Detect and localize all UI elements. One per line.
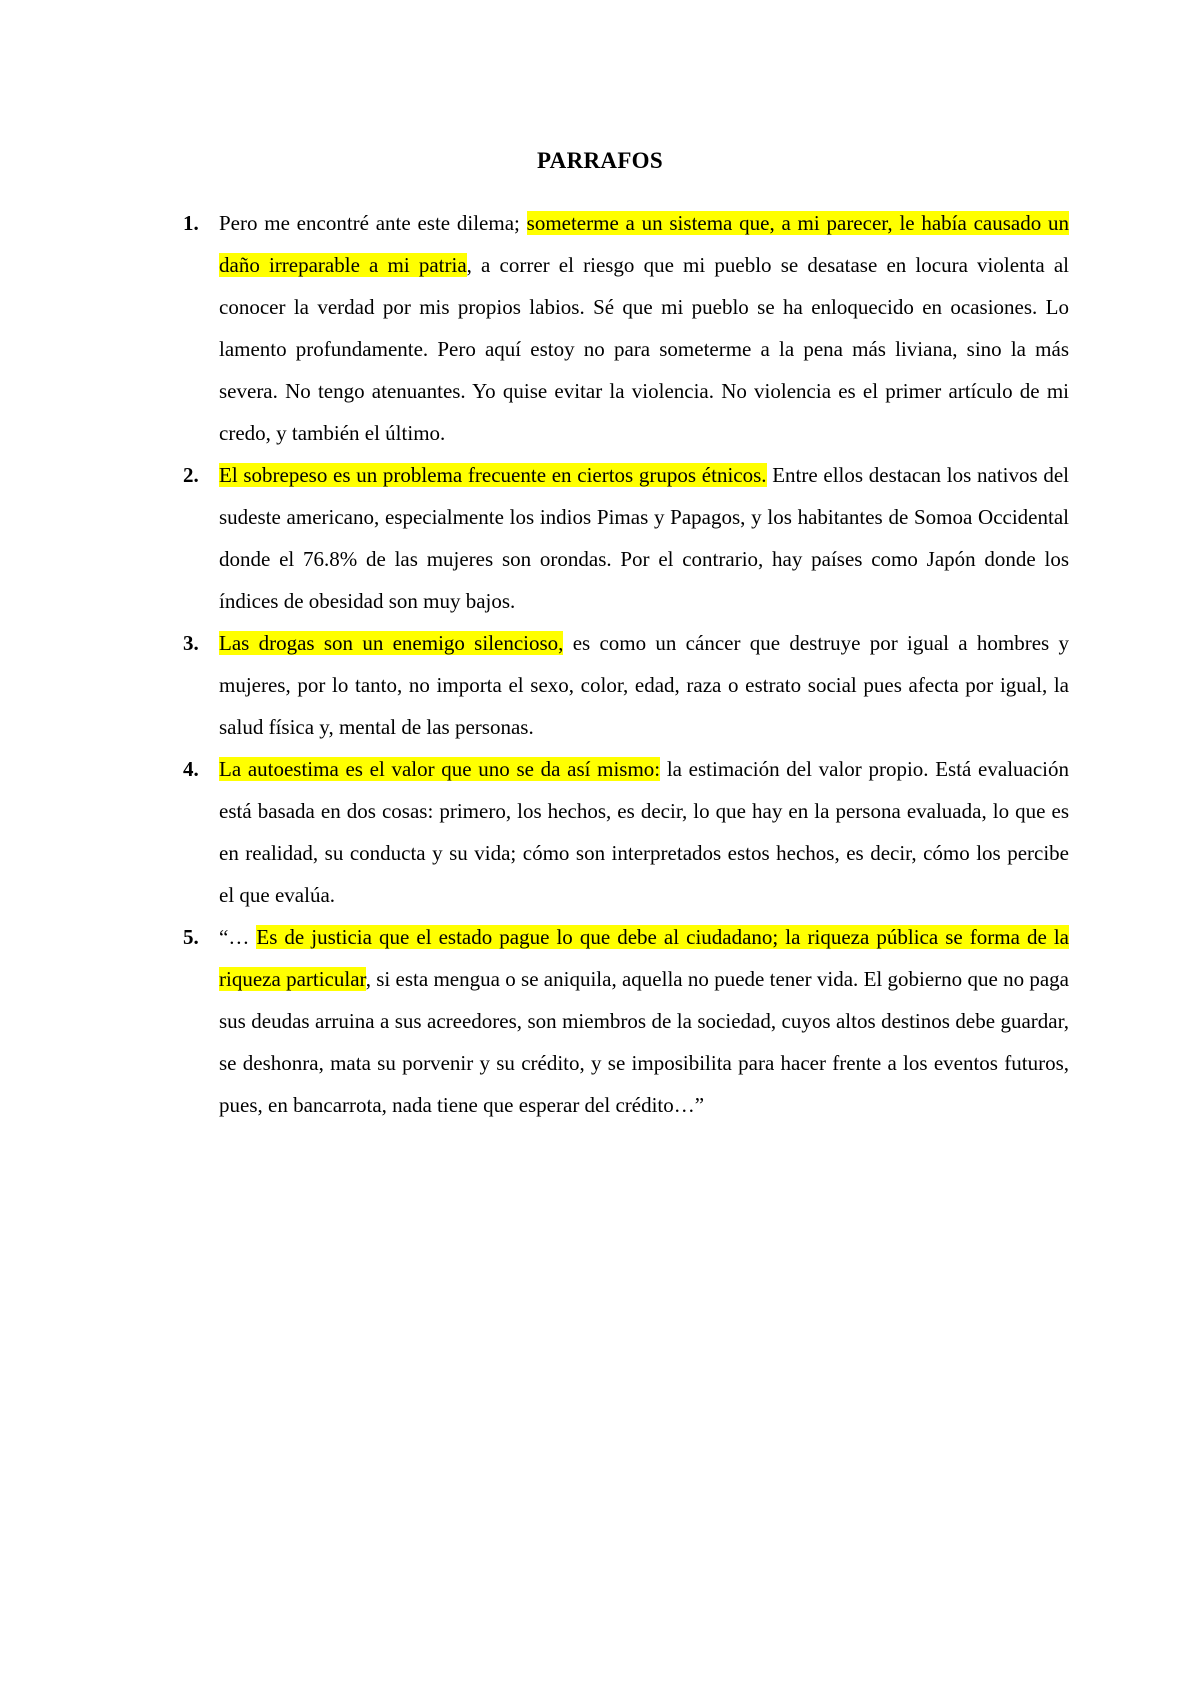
paragraph-number: 2. xyxy=(183,463,199,487)
paragraph-text-plain: Entre ellos destacan los nativos del sudeste americano, especialmente los indios Pimas y Papagos, y los habitantes de Somoa Occidental donde el 76.8% de las mujeres son orondas. Por el contrario, hay países como Japón donde los índices de obesidad son muy bajos. xyxy=(219,463,1069,613)
paragraph-number: 4. xyxy=(183,757,199,781)
paragraph-text-plain: , si esta mengua o se aniquila, aquella no puede tener vida. El gobierno que no paga sus deudas arruina a sus acreedores, son miembros de la sociedad, cuyos altos destinos debe guardar, se deshonra, mata su porvenir y su crédito, y se imposibilita para hacer frente a los eventos futuros, pues, en bancarrota, nada tiene que esperar del crédito…” xyxy=(219,967,1069,1117)
paragraph-text-plain: “… xyxy=(219,925,257,949)
paragraph-text-highlighted: Es de justicia que el estado pague lo que debe al ciudadano; la riqueza pública se forma de la riqueza particular xyxy=(219,925,1069,991)
paragraph-text-plain: , a correr el riesgo que mi pueblo se desatase en locura violenta al conocer la verdad por mis propios labios. Sé que mi pueblo se ha enloquecido en ocasiones. Lo lamento profundamente. Pero aquí estoy no para someterme a la pena más liviana, sino la más severa. No tengo atenuantes. Yo quise evitar la violencia. No violencia es el primer artículo de mi credo, y también el último. xyxy=(219,253,1069,445)
paragraph-text-highlighted: El sobrepeso es un problema frecuente en ciertos grupos étnicos. xyxy=(219,463,767,487)
paragraph-item xyxy=(183,202,1069,454)
paragraph-text-highlighted: Las drogas son un enemigo silencioso, xyxy=(219,631,564,655)
paragraph-text-plain: es como un cáncer que destruye por igual a hombres y mujeres, por lo tanto, no importa el sexo, color, edad, raza o estrato social pues afecta por igual, la salud física y, mental de las personas. xyxy=(219,631,1069,739)
paragraph-text-plain: Pero me encontré ante este dilema; xyxy=(219,211,527,235)
paragraph-list xyxy=(183,202,1069,1126)
paragraph-text-highlighted: someterme a un sistema que, a mi parecer, le había causado un daño irreparable a mi patria xyxy=(219,211,1069,277)
paragraph-number: 1. xyxy=(183,211,199,235)
paragraph-item xyxy=(183,916,1069,1126)
paragraph-item xyxy=(183,454,1069,622)
paragraph-text-highlighted: La autoestima es el valor que uno se da así mismo: xyxy=(219,757,661,781)
paragraph-item xyxy=(183,748,1069,916)
paragraph-item xyxy=(183,622,1069,748)
paragraph-text-plain: la estimación del valor propio. Está evaluación está basada en dos cosas: primero, los hechos, es decir, lo que hay en la persona evaluada, lo que es en realidad, su conducta y su vida; cómo son interpretados estos hechos, es decir, cómo los percibe el que evalúa. xyxy=(219,757,1070,907)
paragraph-number: 5. xyxy=(183,925,199,949)
document-title: PARRAFOS xyxy=(537,148,663,173)
paragraph-number: 3. xyxy=(183,631,199,655)
